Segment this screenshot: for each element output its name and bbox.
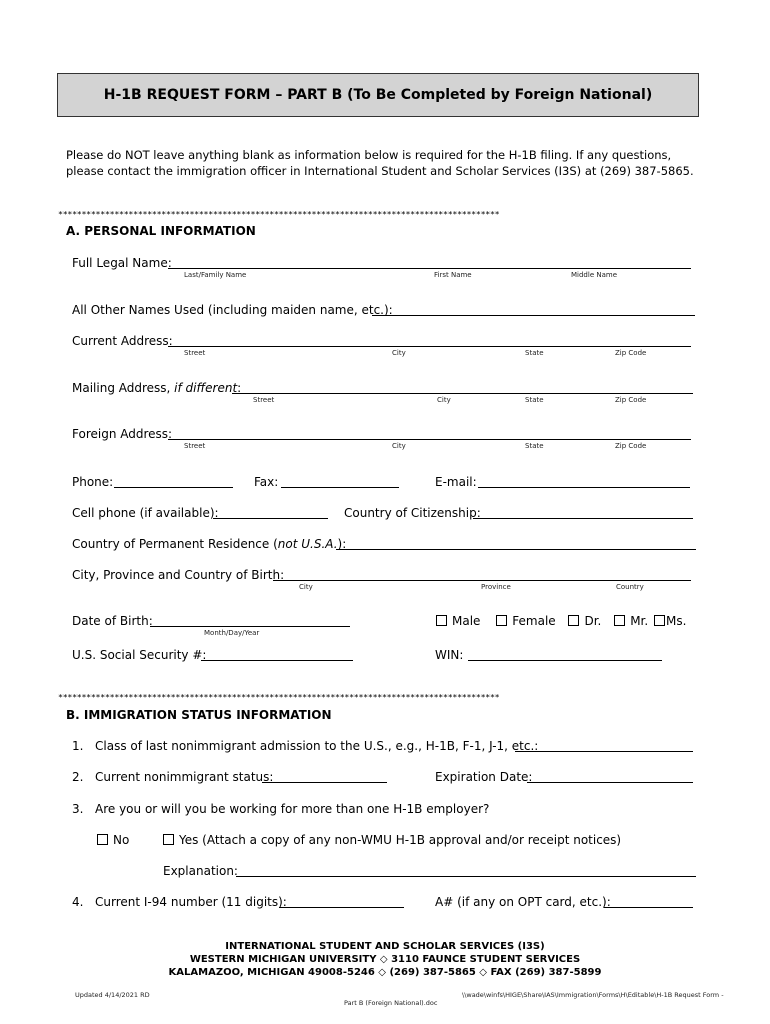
ms-option[interactable]: Ms. bbox=[654, 614, 686, 628]
street-caption: Street bbox=[184, 442, 206, 450]
permanent-residence-field[interactable] bbox=[336, 549, 696, 550]
zip-caption: Zip Code bbox=[615, 442, 647, 450]
street-caption: Street bbox=[184, 349, 206, 357]
gender-title-checks bbox=[436, 614, 686, 628]
birth-place-label: City, Province and Country of Birth: bbox=[72, 568, 285, 582]
footer-office: INTERNATIONAL STUDENT AND SCHOLAR SERVICES (I3S) bbox=[225, 941, 545, 952]
dob-label: Date of Birth: bbox=[72, 614, 153, 628]
ssn-label: U.S. Social Security #: bbox=[72, 648, 207, 662]
first-name-caption: First Name bbox=[434, 271, 472, 279]
yes-option[interactable]: Yes (Attach a copy of any non-WMU H-1B approval and/or receipt notices) bbox=[163, 833, 621, 847]
cell-phone-label: Cell phone (if available): bbox=[72, 506, 219, 520]
birth-province-caption: Province bbox=[481, 583, 511, 591]
birth-country-caption: Country bbox=[616, 583, 644, 591]
expiration-field[interactable] bbox=[527, 782, 693, 783]
no-option[interactable]: No bbox=[97, 833, 129, 847]
file-path-continued: Part B (Foreign National).doc bbox=[344, 999, 438, 1007]
state-caption: State bbox=[525, 349, 544, 357]
state-caption: State bbox=[525, 442, 544, 450]
expiration-label: Expiration Date: bbox=[435, 770, 533, 784]
state-caption: State bbox=[525, 396, 544, 404]
mr-option[interactable]: Mr. bbox=[614, 614, 648, 628]
current-address-label: Current Address: bbox=[72, 334, 173, 348]
explanation-label: Explanation: bbox=[163, 864, 238, 878]
fax-field[interactable] bbox=[281, 487, 399, 488]
dr-checkbox[interactable] bbox=[568, 615, 579, 626]
other-names-field[interactable] bbox=[372, 315, 695, 316]
male-checkbox[interactable] bbox=[436, 615, 447, 626]
city-caption: City bbox=[392, 442, 406, 450]
a-number-field[interactable] bbox=[604, 907, 693, 908]
yes-checkbox[interactable] bbox=[163, 834, 174, 845]
no-checkbox[interactable] bbox=[97, 834, 108, 845]
cell-phone-field[interactable] bbox=[213, 518, 328, 519]
form-title: H-1B REQUEST FORM – PART B (To Be Completed by Foreign National) bbox=[57, 73, 699, 117]
zip-caption: Zip Code bbox=[615, 396, 647, 404]
foreign-address-label: Foreign Address: bbox=[72, 427, 173, 441]
file-path: \\wade\winfs\HIGE\Share\IAS\Immigration\Forms\H\Editable\H-1B Request Form - bbox=[462, 991, 724, 999]
middle-name-caption: Middle Name bbox=[571, 271, 617, 279]
city-caption: City bbox=[437, 396, 451, 404]
ms-checkbox[interactable] bbox=[654, 615, 665, 626]
q1-number: 1. bbox=[72, 739, 84, 753]
separator: ********************************************************************************************** bbox=[58, 692, 500, 702]
updated-note: Updated 4/14/2021 RD bbox=[75, 991, 150, 999]
dr-option[interactable]: Dr. bbox=[568, 614, 601, 628]
phone-label: Phone: bbox=[72, 475, 114, 489]
birth-city-caption: City bbox=[299, 583, 313, 591]
win-field[interactable] bbox=[468, 660, 662, 661]
current-address-field[interactable] bbox=[168, 346, 691, 347]
footer-university: WESTERN MICHIGAN UNIVERSITY ◇ 3110 FAUNCE STUDENT SERVICES bbox=[189, 954, 581, 965]
mailing-address-label: Mailing Address, if different: bbox=[72, 381, 242, 395]
section-b-heading: B. IMMIGRATION STATUS INFORMATION bbox=[66, 708, 332, 722]
female-checkbox[interactable] bbox=[496, 615, 507, 626]
q1-label: Class of last nonimmigrant admission to the U.S., e.g., H-1B, F-1, J-1, etc.: bbox=[95, 739, 539, 753]
foreign-address-field[interactable] bbox=[168, 439, 691, 440]
ssn-field[interactable] bbox=[201, 660, 353, 661]
a-number-label: A# (if any on OPT card, etc.): bbox=[435, 895, 611, 909]
q3-label: Are you or will you be working for more than one H-1B employer? bbox=[95, 802, 490, 816]
q2-number: 2. bbox=[72, 770, 84, 784]
permanent-residence-label: Country of Permanent Residence (not U.S.A.): bbox=[72, 537, 347, 551]
dob-caption: Month/Day/Year bbox=[204, 629, 260, 637]
section-a-heading: A. PERSONAL INFORMATION bbox=[66, 224, 256, 238]
zip-caption: Zip Code bbox=[615, 349, 647, 357]
last-name-caption: Last/Family Name bbox=[184, 271, 247, 279]
female-option[interactable]: Female bbox=[496, 614, 555, 628]
q2-field[interactable] bbox=[262, 782, 387, 783]
q4-label: Current I-94 number (11 digits): bbox=[95, 895, 287, 909]
city-caption: City bbox=[392, 349, 406, 357]
q1-field[interactable] bbox=[515, 751, 693, 752]
street-caption: Street bbox=[253, 396, 275, 404]
dob-field[interactable] bbox=[150, 626, 350, 627]
intro-text: Please do NOT leave anything blank as information below is required for the H-1B filing. If any questions, please contact the immigration officer in International Student and Scholar Services (I3S) at (269) 387-5865. bbox=[66, 148, 694, 178]
win-label: WIN: bbox=[435, 648, 464, 662]
email-field[interactable] bbox=[478, 487, 690, 488]
email-label: E-mail: bbox=[435, 475, 477, 489]
separator: ********************************************************************************************** bbox=[58, 209, 500, 219]
other-names-label: All Other Names Used (including maiden name, etc.): bbox=[72, 303, 393, 317]
fax-label: Fax: bbox=[254, 475, 279, 489]
citizenship-field[interactable] bbox=[473, 518, 693, 519]
footer-contact: KALAMAZOO, MICHIGAN 49008-5246 ◇ (269) 387-5865 ◇ FAX (269) 387-5899 bbox=[168, 967, 602, 978]
citizenship-label: Country of Citizenship: bbox=[344, 506, 481, 520]
mr-checkbox[interactable] bbox=[614, 615, 625, 626]
i94-field[interactable] bbox=[279, 907, 404, 908]
q3-number: 3. bbox=[72, 802, 84, 816]
q4-number: 4. bbox=[72, 895, 84, 909]
birth-place-field[interactable] bbox=[273, 580, 691, 581]
q2-label: Current nonimmigrant status: bbox=[95, 770, 274, 784]
mailing-address-field[interactable] bbox=[232, 393, 693, 394]
phone-field[interactable] bbox=[114, 487, 233, 488]
full-legal-name-label: Full Legal Name: bbox=[72, 256, 172, 270]
explanation-field[interactable] bbox=[236, 876, 696, 877]
male-option[interactable]: Male bbox=[436, 614, 480, 628]
full-legal-name-field[interactable] bbox=[168, 268, 691, 269]
